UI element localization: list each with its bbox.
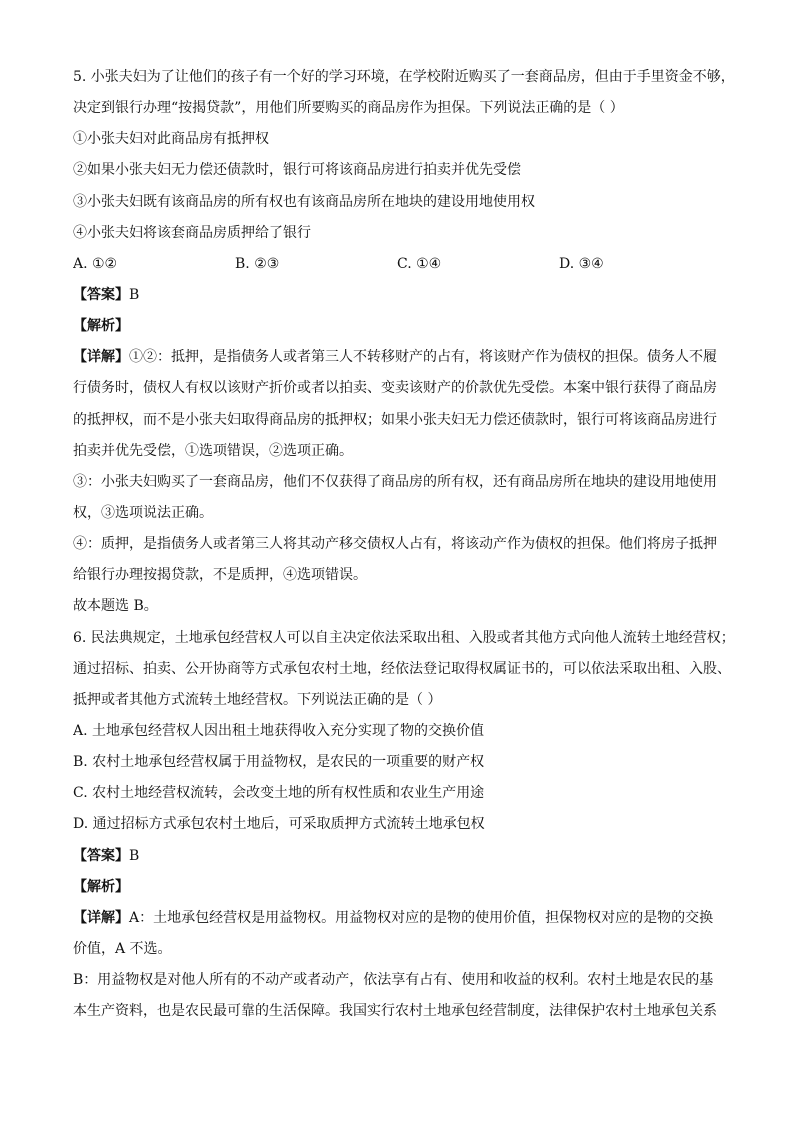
q6-stem-line-2: 通过招标、拍卖、公开协商等方式承包农村土地，经依法登记取得权属证书的，可以依法采取出租、入股、 [73, 660, 731, 677]
q6-answer-label: 【答案】 [73, 847, 129, 864]
q6-answer-value: B [129, 847, 140, 864]
q6-detail-line-4: 本生产资料，也是农民最可靠的生活保障。我国实行农村土地承包经营制度，法律保护农村土地承包关系 [73, 1003, 717, 1020]
q6-detail-line-3: B：用益物权是对他人所有的不动产或者动产，依法享有占有、使用和收益的权利。农村土地是农民的基 [73, 972, 714, 989]
q5-option-d: D. ③④ [559, 255, 604, 272]
q5-detail-line-4: 拍卖并优先受偿，①选项错误，②选项正确。 [73, 442, 353, 459]
q6-detail-line-1 [73, 903, 735, 934]
q5-detail-line-2: 行债务时，债权人有权以该财产折价或者以拍卖、变卖该财产的价款优先受偿。本案中银行获得了商品房 [73, 380, 717, 397]
q6-answer [73, 841, 735, 872]
document-page [73, 62, 735, 1027]
q5-detail-text-1: ①②：抵押，是指债务人或者第三人不转移财产的占有，将该财产作为债权的担保。债务人不履 [129, 349, 717, 366]
q5-stem-line-1: 5. 小张夫妇为了让他们的孩子有一个好的学习环境，在学校附近购买了一套商品房，但由于手里资金不够， [73, 69, 735, 85]
q5-detail-line-3: 的抵押权，而不是小张夫妇取得商品房的抵押权；如果小张夫妇无力偿还债款时，银行可将该商品房进行 [73, 411, 717, 428]
q5-statement-4: ④小张夫妇将该套商品房质押给了银行 [73, 224, 311, 241]
q6-option-c: C. 农村土地经营权流转，会改变土地的所有权性质和农业生产用途 [73, 785, 485, 802]
q5-analysis-label: 【解析】 [73, 318, 129, 335]
q5-option-b: B. ②③ [235, 255, 280, 272]
q5-detail-line-6: 权，③选项说法正确。 [73, 504, 213, 521]
q6-option-a: A. 土地承包经营权人因出租土地获得收入充分实现了物的交换价值 [73, 722, 485, 739]
q6-stem-line-3: 抵押或者其他方式流转土地经营权。下列说法正确的是（ ） [73, 691, 442, 708]
q5-statement-1: ①小张夫妇对此商品房有抵押权 [73, 131, 269, 148]
q6-detail-label: 【详解】 [73, 909, 129, 926]
q6-stem-line-1: 6. 民法典规定，土地承包经营权人可以自主决定依法采取出租、入股或者其他方式向他人流转土地经营权； [73, 629, 735, 646]
question-5 [73, 62, 735, 623]
q5-detail-line-8: 给银行办理按揭贷款，不是质押，④选项错误。 [73, 567, 367, 584]
q5-detail-label: 【详解】 [73, 349, 129, 366]
q5-stem-line-2: 决定到银行办理“按揭贷款”，用他们所要购买的商品房作为担保。下列说法正确的是（ ） [73, 100, 624, 117]
q5-answer [73, 280, 735, 311]
q5-option-c: C. ①④ [397, 255, 442, 272]
q5-answer-label: 【答案】 [73, 286, 129, 303]
q6-detail-text-1: A：土地承包经营权是用益物权。用益物权对应的是物的使用价值，担保物权对应的是物的交换 [129, 909, 714, 926]
q6-analysis-label: 【解析】 [73, 878, 129, 895]
q5-detail-line-5: ③：小张夫妇购买了一套商品房，他们不仅获得了商品房的所有权，还有商品房所在地块的建设用地使用 [73, 473, 717, 490]
question-6 [73, 623, 735, 1028]
q5-statement-3: ③小张夫妇既有该商品房的所有权也有该商品房所在地块的建设用地使用权 [73, 193, 535, 210]
q6-option-b: B. 农村土地承包经营权属于用益物权，是农民的一项重要的财产权 [73, 754, 485, 771]
q5-detail-line-1 [73, 342, 735, 373]
q5-detail-line-7: ④：质押，是指债务人或者第三人将其动产移交债权人占有，将该动产作为债权的担保。他们将房子抵押 [73, 536, 717, 553]
q5-statement-2: ②如果小张夫妇无力偿还债款时，银行可将该商品房进行拍卖并优先受偿 [73, 162, 521, 179]
q5-answer-value: B [129, 286, 140, 303]
q6-option-d: D. 通过招标方式承包农村土地后，可采取质押方式流转土地承包权 [73, 816, 485, 833]
q5-conclusion: 故本题选 B。 [73, 598, 158, 615]
q6-detail-line-2: 价值，A 不选。 [73, 940, 172, 957]
q5-options [73, 249, 735, 280]
q5-option-a: A. ①② [73, 255, 118, 272]
